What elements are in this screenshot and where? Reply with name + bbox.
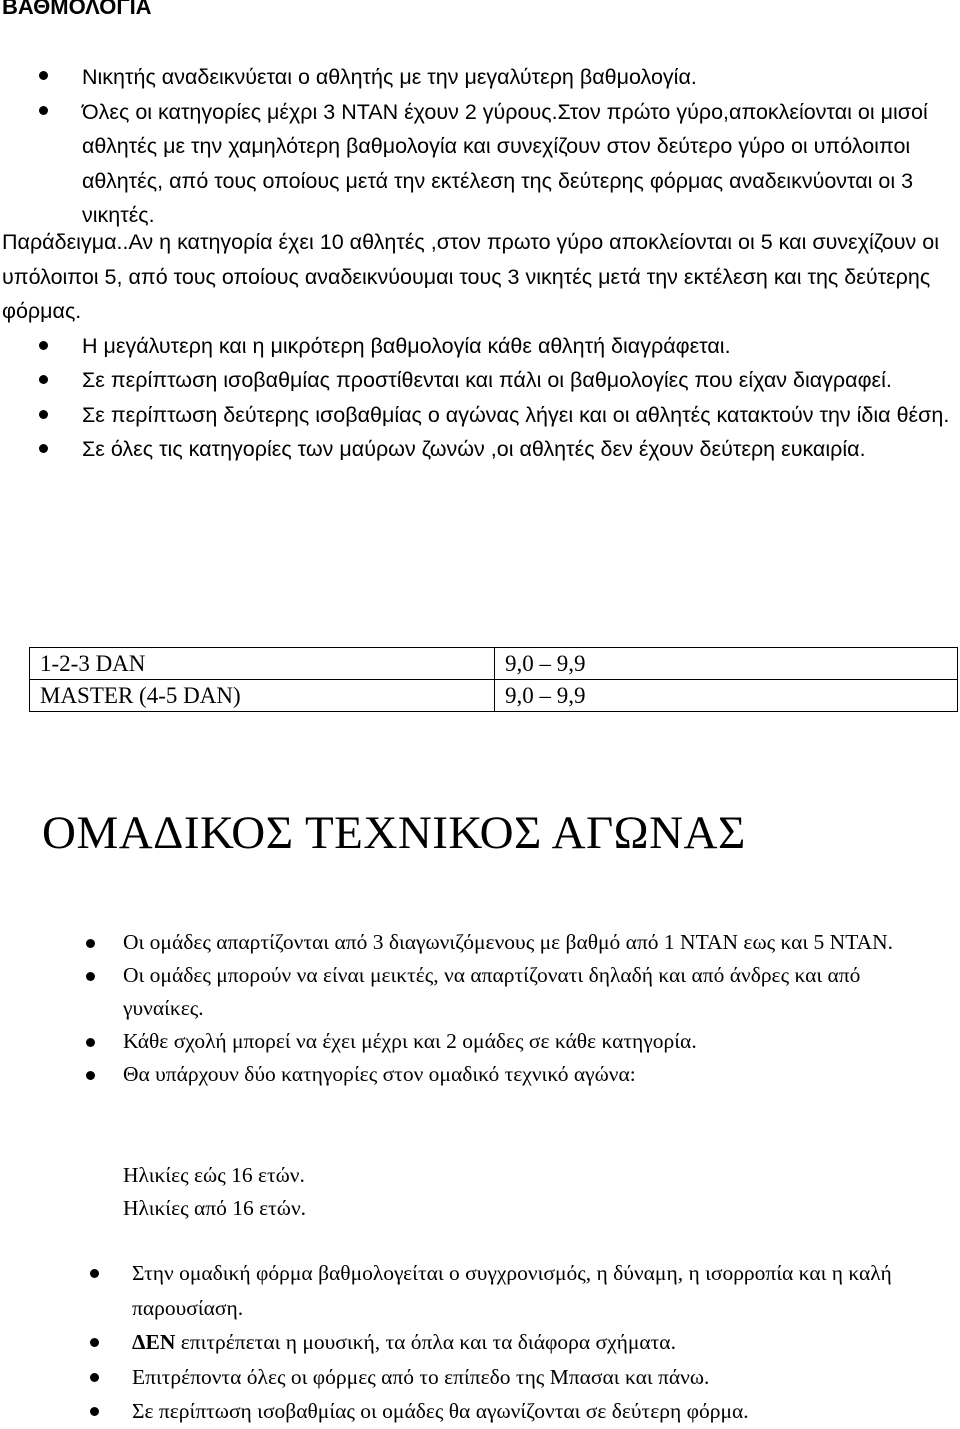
example-paragraph: Παράδειγμα..Αν η κατηγορία έχει 10 αθλητές ,στον πρωτο γύρο αποκλείονται οι 5 και συνεχίζουν οι υπόλοιποι 5, από τους οποίους αναδεικνύουμαι τους 3 νικητές μετά την εκτέλεση και της δεύτερης φόρμας. — [2, 230, 939, 323]
bullet-icon — [39, 375, 48, 384]
list-item — [82, 60, 952, 95]
rule-text: Όλες οι κατηγορίες μέχρι 3 ΝΤΑΝ έχουν 2 γύρους.Στον πρώτο γύρο,αποκλείονται οι μισοί αθλητές με την χαμηλότερη βαθμολογία και συνεχίζουν στον δεύτερο γύρο οι υπόλοιποι αθλητές, από τους οποίους μετά την εκτέλεση της δεύτερης φόρμας αναδεικνύονται οι 3 νικητές. — [82, 99, 928, 227]
list-item — [123, 959, 923, 1025]
bullet-icon — [86, 1071, 95, 1080]
list-item — [82, 363, 952, 397]
list-item — [123, 926, 923, 959]
rule-text: Νικητής αναδεικνύεται ο αθλητής με την μεγαλύτερη βαθμολογία. — [82, 65, 697, 89]
scoring-rules-list — [82, 60, 952, 233]
bullet-icon — [39, 444, 48, 453]
list-item — [82, 398, 952, 432]
list-item — [123, 1025, 923, 1058]
score-range-table — [29, 647, 958, 712]
bullet-icon — [90, 1373, 99, 1382]
age-categories — [123, 1159, 306, 1225]
rule-text: Στην ομαδική φόρμα βαθμολογείται ο συγχρονισμός, η δύναμη, η ισορροπία και η καλή παρουσίαση. — [132, 1261, 892, 1320]
list-item — [132, 1256, 932, 1325]
scoring-rules-list-2 — [82, 329, 952, 466]
bullet-icon — [90, 1407, 99, 1416]
emphasis-text: ΔΕΝ — [132, 1330, 176, 1354]
list-item — [132, 1394, 932, 1429]
range-cell: 9,0 – 9,9 — [495, 680, 958, 712]
range-cell: 9,0 – 9,9 — [495, 648, 958, 680]
team-section-title: ΟΜΑΔΙΚΟΣ ΤΕΧΝΙΚΟΣ ΑΓΩΝΑΣ — [42, 807, 746, 859]
list-item — [123, 1058, 923, 1091]
bullet-icon — [90, 1338, 99, 1347]
table-row — [30, 680, 958, 712]
bullet-icon — [39, 106, 48, 115]
age-category: Ηλικίες από 16 ετών. — [123, 1196, 307, 1220]
rule-text: Θα υπάρχουν δύο κατηγορίες στον ομαδικό τεχνικό αγώνα: — [123, 1062, 636, 1086]
rule-text: Οι ομάδες μπορούν να είναι μεικτές, να απαρτίζονατι δηλαδή και από άνδρες και από γυναίκες. — [123, 963, 861, 1020]
team-rules-list — [123, 926, 923, 1091]
bullet-icon — [86, 1038, 95, 1047]
category-cell: MASTER (4-5 DAN) — [30, 680, 495, 712]
team-form-rules-list — [132, 1256, 932, 1429]
bullet-icon — [90, 1269, 99, 1278]
page-heading: ΒΑΘΜΟΛΟΓΙΑ — [2, 0, 152, 19]
rule-text: Κάθε σχολή μπορεί να έχει μέχρι και 2 ομάδες σε κάθε κατηγορία. — [123, 1029, 697, 1053]
category-cell: 1-2-3 DAN — [30, 648, 495, 680]
list-item — [82, 329, 952, 363]
list-item — [82, 432, 952, 466]
table-row — [30, 648, 958, 680]
bullet-icon — [39, 71, 48, 80]
bullet-icon — [39, 410, 48, 419]
rule-text: Σε περίπτωση ισοβαθμίας οι ομάδες θα αγωνίζονται σε δεύτερη φόρμα. — [132, 1399, 749, 1423]
bullet-icon — [39, 341, 48, 350]
bullet-icon — [86, 972, 95, 981]
list-item — [132, 1360, 932, 1395]
list-item — [82, 95, 952, 233]
list-item — [132, 1325, 932, 1360]
rule-text: Η μεγάλυτερη και η μικρότερη βαθμολογία κάθε αθλητή διαγράφεται. — [82, 334, 731, 358]
rule-text: επιτρέπεται η μουσική, τα όπλα και τα διάφορα σχήματα. — [175, 1330, 676, 1354]
rule-text: Επιτρέποντα όλες οι φόρμες από το επίπεδο της Μπασαι και πάνω. — [132, 1364, 710, 1389]
rule-text: Σε περίπτωση δεύτερης ισοβαθμίας ο αγώνας λήγει και οι αθλητές κατακτούν την ίδια θέση. — [82, 402, 950, 427]
age-category: Ηλικίες εώς 16 ετών. — [123, 1163, 305, 1187]
rule-text: Σε περίπτωση ισοβαθμίας προστίθενται και πάλι οι βαθμολογίες που είχαν διαγραφεί. — [82, 368, 892, 393]
rule-text: Σε όλες τις κατηγορίες των μαύρων ζωνών ,οι αθλητές δεν έχουν δεύτερη ευκαιρία. — [82, 436, 866, 461]
rule-text: Οι ομάδες απαρτίζονται από 3 διαγωνιζόμενους με βαθμό από 1 ΝΤΑΝ εως και 5 ΝΤΑΝ. — [123, 930, 894, 954]
bullet-icon — [86, 939, 95, 948]
